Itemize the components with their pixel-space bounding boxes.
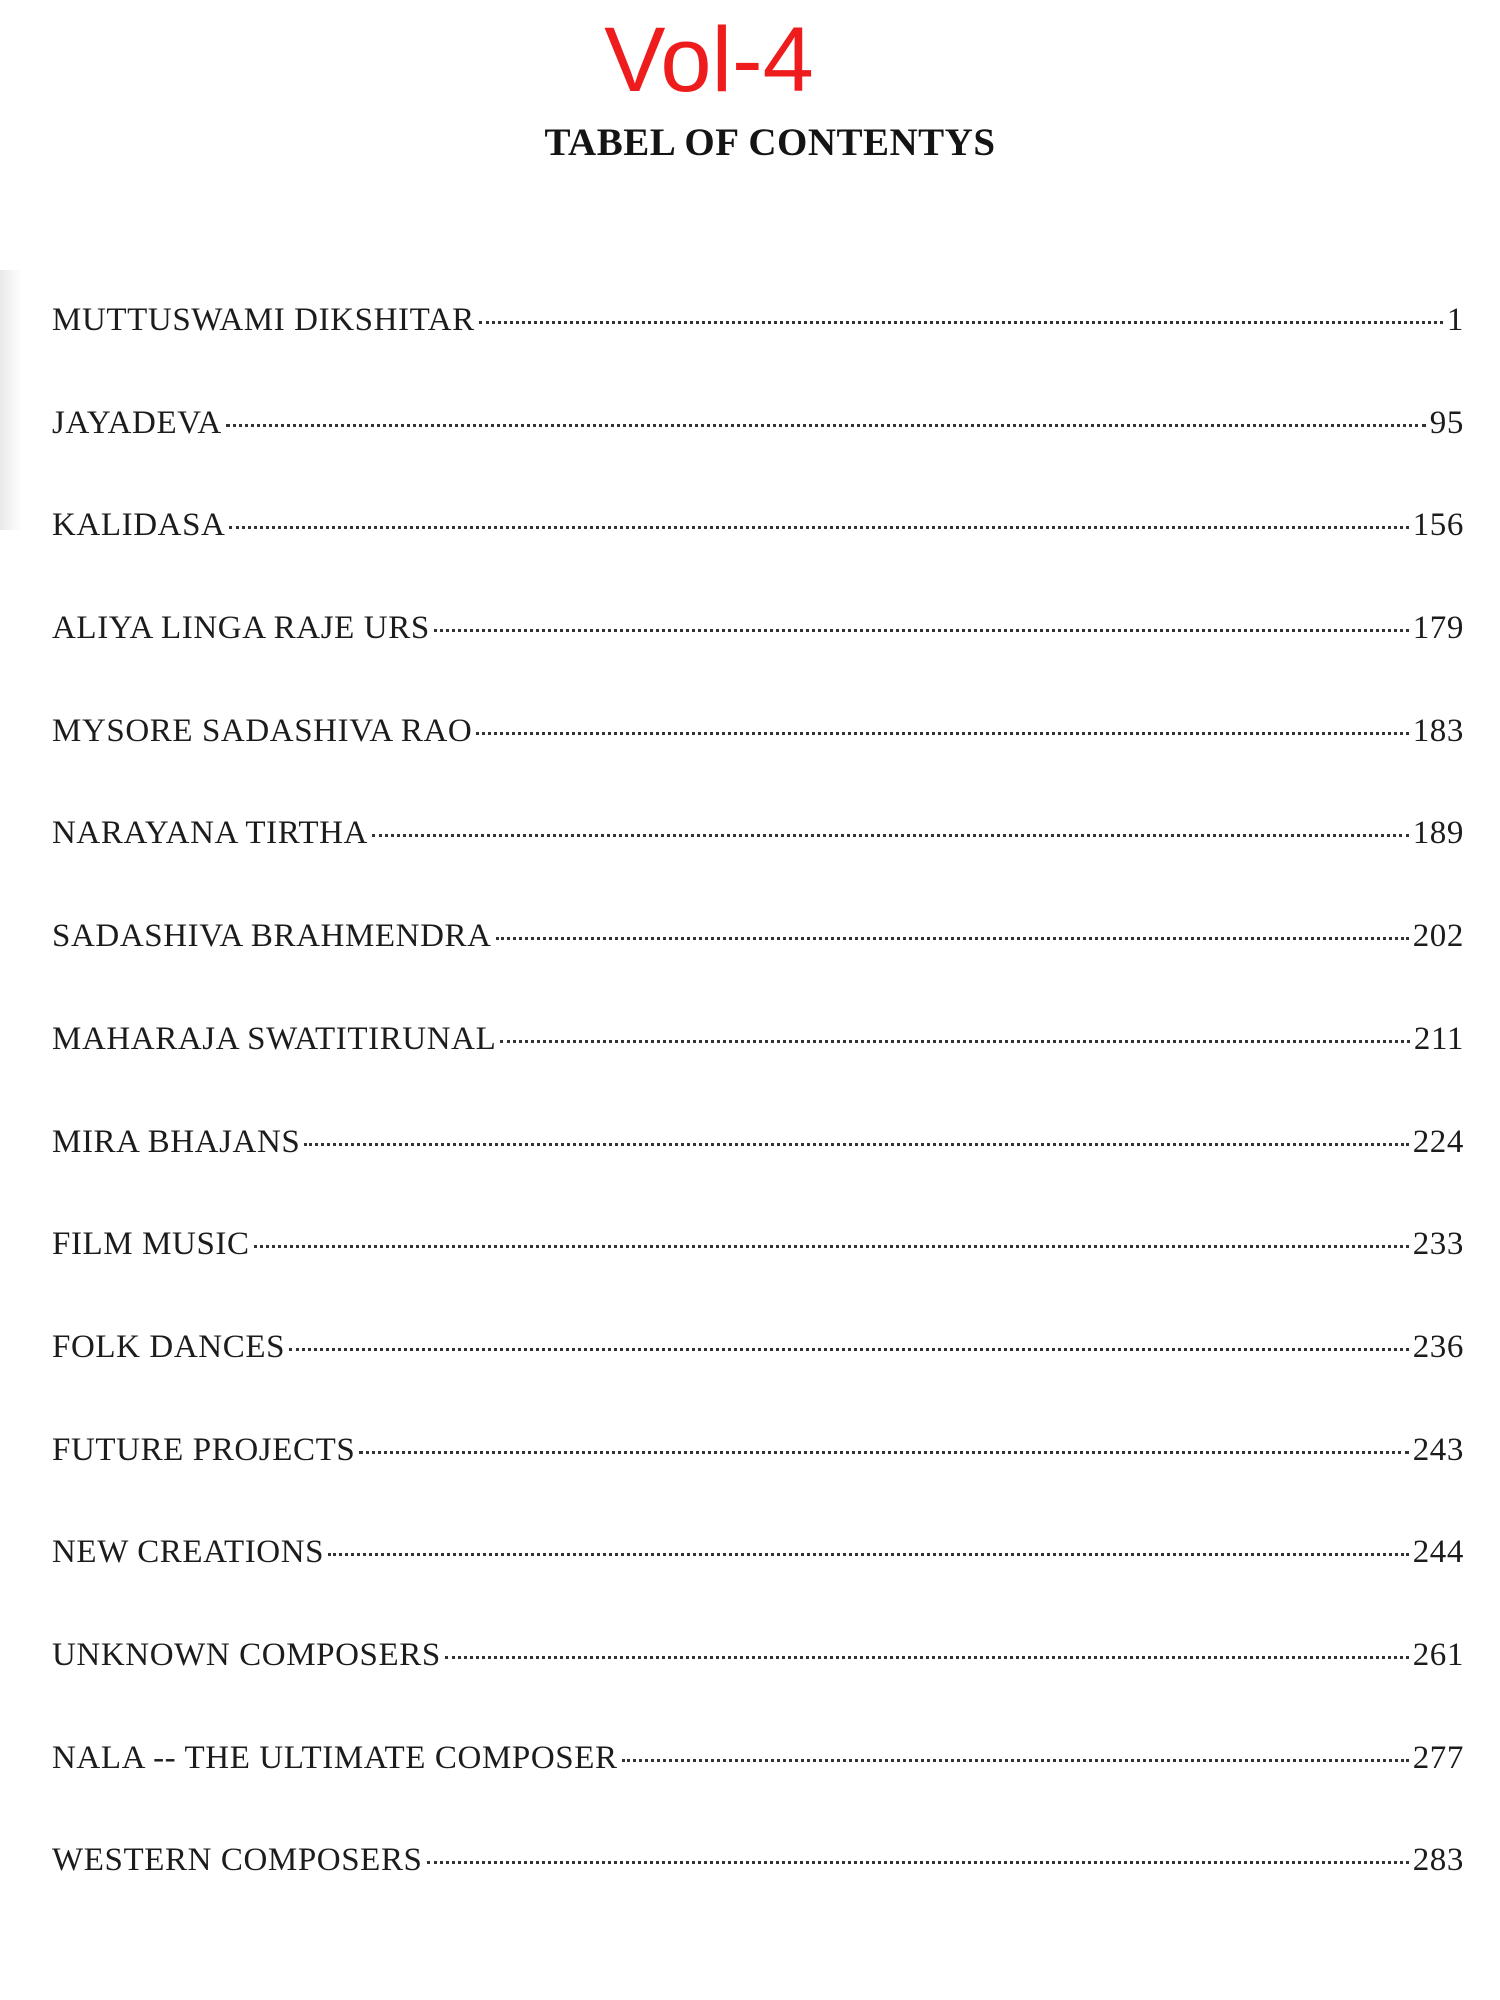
- dot-leader: [496, 937, 1409, 940]
- scan-edge-shadow: [0, 270, 22, 530]
- dot-leader: [359, 1451, 1408, 1454]
- dot-leader: [622, 1759, 1409, 1762]
- toc-entry-page: 233: [1412, 1226, 1464, 1263]
- toc-entry-title: UNKNOWN COMPOSERS: [52, 1636, 441, 1673]
- toc-entry-title: NEW CREATIONS: [52, 1534, 325, 1571]
- toc-entry-title: MIRA BHAJANS: [52, 1123, 301, 1160]
- toc-entry-title: FUTURE PROJECTS: [52, 1431, 356, 1468]
- dot-leader: [427, 1861, 1409, 1864]
- toc-entry-title: ALIYA LINGA RAJE URS: [52, 610, 430, 647]
- toc-entry: [52, 1214, 1464, 1317]
- toc-entry-title: MYSORE SADASHIVA RAO: [52, 712, 473, 749]
- toc-entry-page: 156: [1412, 507, 1464, 544]
- toc-entry-page: 243: [1412, 1431, 1464, 1468]
- toc-entry: [52, 393, 1464, 496]
- toc-entry: [52, 1317, 1464, 1420]
- dot-leader: [328, 1553, 1409, 1556]
- toc-entry-title: SADASHIVA BRAHMENDRA: [52, 918, 492, 955]
- toc-entry-title: NALA -- THE ULTIMATE COMPOSER: [52, 1739, 618, 1776]
- page-title: TABEL OF CONTENTYS: [544, 121, 996, 164]
- toc-entry: [52, 1420, 1464, 1523]
- dot-leader: [304, 1143, 1408, 1146]
- toc-entry: [52, 1830, 1464, 1933]
- toc-entry-page: 236: [1412, 1328, 1464, 1365]
- dot-leader: [500, 1040, 1410, 1043]
- dot-leader: [226, 424, 1426, 427]
- toc-entry: [52, 701, 1464, 804]
- toc-entry: [52, 803, 1464, 906]
- toc-entry: [52, 598, 1464, 701]
- toc-entry: [52, 1009, 1464, 1112]
- dot-leader: [479, 321, 1443, 324]
- toc-entry: [52, 906, 1464, 1009]
- toc-entry-title: NARAYANA TIRTHA: [52, 815, 368, 852]
- toc-entry: [52, 495, 1464, 598]
- volume-label: Vol-4: [604, 9, 814, 111]
- toc-entry-page: 95: [1429, 404, 1464, 441]
- dot-leader: [445, 1656, 1409, 1659]
- toc-entry: [52, 290, 1464, 393]
- toc-entry-title: KALIDASA: [52, 507, 226, 544]
- toc-entry-title: MUTTUSWAMI DIKSHITAR: [52, 302, 475, 338]
- toc-entry: [52, 1112, 1464, 1215]
- toc-entry-page: 277: [1412, 1739, 1464, 1776]
- toc-entry-title: MAHARAJA SWATITIRUNAL: [52, 1020, 497, 1057]
- toc-entry-title: JAYADEVA: [52, 404, 222, 441]
- toc-entry-page: 183: [1412, 712, 1464, 749]
- table-of-contents: [52, 290, 1464, 1933]
- dot-leader: [289, 1348, 1409, 1351]
- dot-leader: [372, 834, 1409, 837]
- toc-entry-page: 244: [1412, 1534, 1464, 1571]
- dot-leader: [229, 526, 1408, 529]
- toc-entry-title: FILM MUSIC: [52, 1226, 250, 1263]
- toc-entry-title: WESTERN COMPOSERS: [52, 1842, 423, 1879]
- dot-leader: [254, 1245, 1409, 1248]
- toc-entry-page: 224: [1412, 1123, 1464, 1160]
- toc-entry-page: 202: [1412, 918, 1464, 955]
- toc-entry-title: FOLK DANCES: [52, 1328, 286, 1365]
- toc-entry-page: 211: [1413, 1020, 1464, 1057]
- toc-entry-page: 189: [1412, 815, 1464, 852]
- toc-entry-page: 179: [1412, 610, 1464, 647]
- dot-leader: [476, 732, 1408, 735]
- toc-entry: [52, 1522, 1464, 1625]
- toc-entry: [52, 1728, 1464, 1831]
- toc-entry-page: 261: [1412, 1636, 1464, 1673]
- toc-entry: [52, 1625, 1464, 1728]
- toc-entry-page: 283: [1412, 1842, 1464, 1879]
- dot-leader: [434, 629, 1409, 632]
- toc-entry-page: 1: [1446, 302, 1464, 338]
